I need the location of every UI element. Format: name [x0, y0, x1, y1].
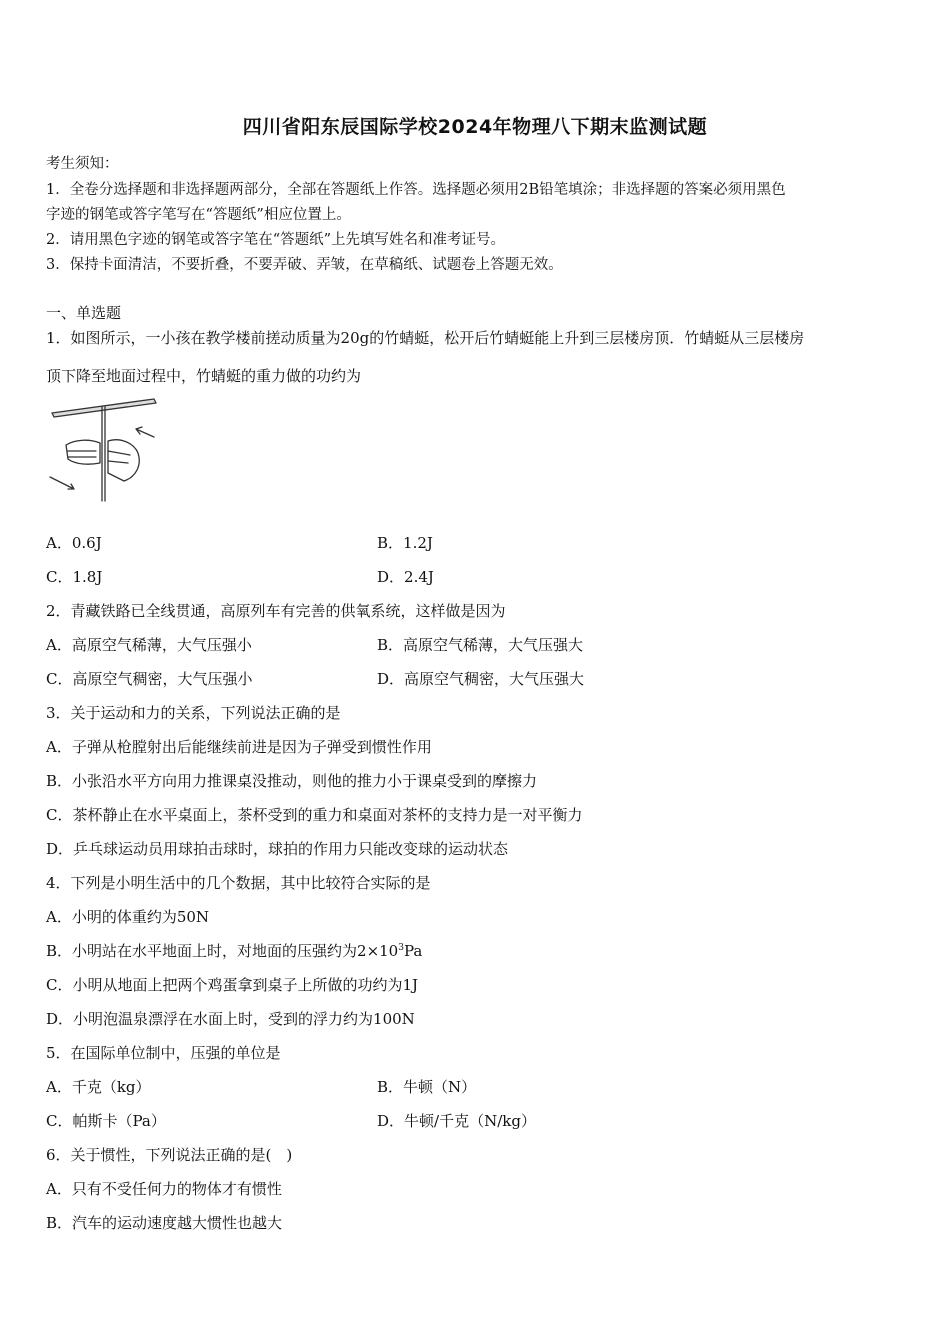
- q5-option-c[interactable]: C．帕斯卡（Pa）: [46, 1112, 166, 1130]
- q6-option-b[interactable]: B．汽车的运动速度越大惯性也越大: [46, 1214, 283, 1232]
- q3-option-d[interactable]: D．乒乓球运动员用球拍击球时，球拍的作用力只能改变球的运动状态: [46, 840, 509, 858]
- q4-stem: 4．下列是小明生活中的几个数据，其中比较符合实际的是: [46, 874, 431, 892]
- q5-stem: 5．在国际单位制中，压强的单位是: [46, 1044, 281, 1062]
- q2-option-a[interactable]: A．高原空气稀薄，大气压强小: [46, 636, 252, 654]
- section-heading: 一、单选题: [46, 304, 122, 322]
- q5-option-a[interactable]: A．千克（kg）: [46, 1078, 151, 1096]
- q2-option-d[interactable]: D．高原空气稠密，大气压强大: [377, 670, 585, 688]
- q4-option-d[interactable]: D．小明泡温泉漂浮在水面上时，受到的浮力约为100N: [46, 1010, 415, 1028]
- q1-stem-line-1: 1．如图所示，一小孩在教学楼前搓动质量为20g的竹蜻蜓，松开后竹蜻蜓能上升到三层楼房顶．竹蜻蜓从三层楼房: [46, 329, 805, 347]
- q1-option-b[interactable]: B．1.2J: [377, 534, 433, 552]
- q2-option-c[interactable]: C．高原空气稠密，大气压强小: [46, 670, 253, 688]
- q3-option-a[interactable]: A．子弹从枪膛射出后能继续前进是因为子弹受到惯性作用: [46, 738, 432, 756]
- q4-option-a[interactable]: A．小明的体重约为50N: [46, 908, 210, 926]
- q2-option-b[interactable]: B．高原空气稀薄，大气压强大: [377, 636, 584, 654]
- notice-item-2: 2．请用黑色字迹的钢笔或答字笔在“答题纸”上先填写姓名和准考证号。: [46, 232, 506, 248]
- page-title: 四川省阳东辰国际学校2024年物理八下期末监测试题: [242, 116, 708, 138]
- q1-stem-line-2: 顶下降至地面过程中，竹蜻蜓的重力做的功约为: [46, 367, 362, 385]
- q5-option-b[interactable]: B．牛顿（N）: [377, 1078, 477, 1096]
- q1-option-d[interactable]: D．2.4J: [377, 568, 434, 586]
- q3-option-b[interactable]: B．小张沿水平方向用力推课桌没推动，则他的推力小于课桌受到的摩擦力: [46, 772, 538, 790]
- q3-option-c[interactable]: C．茶杯静止在水平桌面上，茶杯受到的重力和桌面对茶杯的支持力是一对平衡力: [46, 806, 583, 824]
- notice-item-3: 3．保持卡面清洁，不要折叠，不要弄破、弄皱，在草稿纸、试题卷上答题无效。: [46, 257, 563, 273]
- q2-stem: 2．青藏铁路已全线贯通，高原列车有完善的供氧系统，这样做是因为: [46, 602, 506, 620]
- bamboo-dragonfly-figure: [46, 393, 158, 505]
- q4-option-b-text: B．小明站在水平地面上时，对地面的压强约为2×10: [46, 942, 399, 960]
- q6-option-a[interactable]: A．只有不受任何力的物体才有惯性: [46, 1180, 282, 1198]
- q4-option-b[interactable]: [46, 940, 422, 961]
- notice-item-1-line-1: 1．全卷分选择题和非选择题两部分，全部在答题纸上作答。选择题必须用2B铅笔填涂；非选择题的答案必须用黑色: [46, 182, 786, 198]
- notice-heading: 考生须知：: [46, 156, 119, 172]
- q4-option-b-unit: Pa: [403, 942, 423, 960]
- q1-option-c[interactable]: C．1.8J: [46, 568, 103, 586]
- q4-option-c[interactable]: C．小明从地面上把两个鸡蛋拿到桌子上所做的功约为1J: [46, 976, 419, 994]
- q4-option-b-exponent: 3: [398, 943, 404, 953]
- q6-stem: 6．关于惯性，下列说法正确的是( ): [46, 1146, 293, 1164]
- notice-item-1-line-2: 字迹的钢笔或答字笔写在“答题纸”相应位置上。: [46, 207, 351, 223]
- q5-option-d[interactable]: D．牛顿/千克（N/kg）: [377, 1112, 536, 1130]
- q3-stem: 3．关于运动和力的关系，下列说法正确的是: [46, 704, 341, 722]
- q1-option-a[interactable]: A．0.6J: [46, 534, 102, 552]
